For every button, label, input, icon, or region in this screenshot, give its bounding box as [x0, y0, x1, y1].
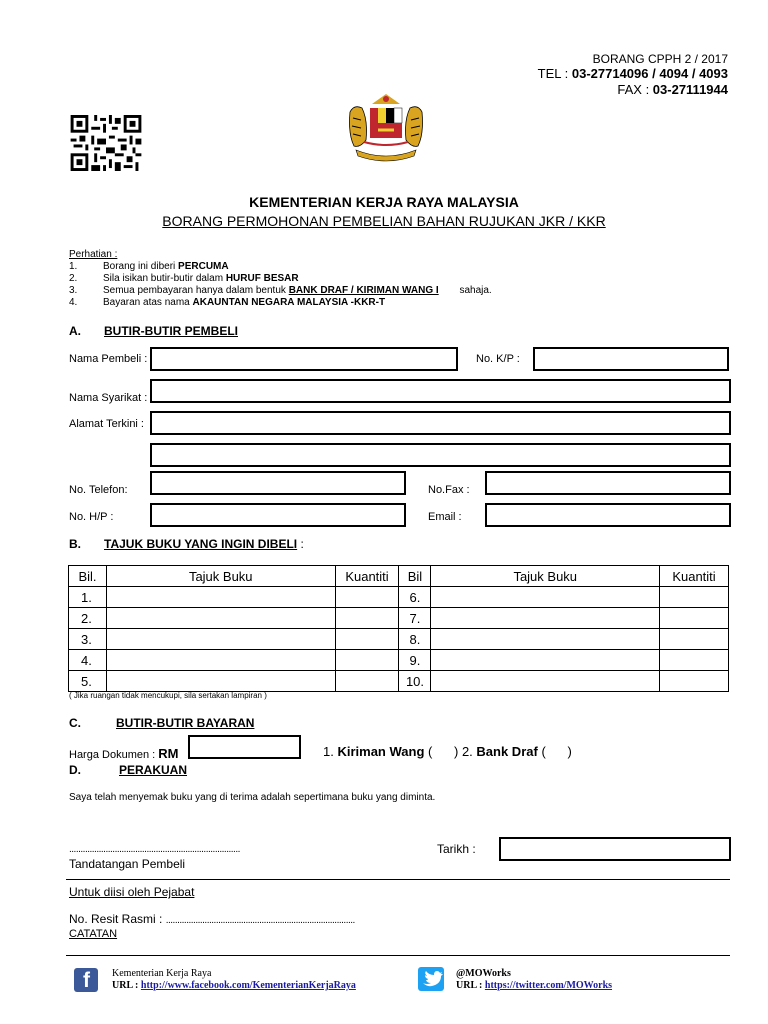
col-header-bil: Bil. [69, 566, 107, 587]
section-c-letter: C. [69, 716, 81, 730]
section-d-letter: D. [69, 763, 81, 777]
twitter-url-label: URL : [456, 980, 485, 991]
signature-label: Tandatangan Pembeli [69, 857, 186, 871]
facebook-url-label: URL : [112, 980, 141, 991]
qr-code-icon [70, 115, 142, 171]
col-header-tajuk-2: Tajuk Buku [431, 566, 660, 587]
alamat-field-line1[interactable] [150, 411, 731, 435]
signature-dots: ........................................................................... [69, 844, 240, 855]
kuantiti-cell[interactable] [660, 587, 729, 608]
notice-num: 4. [69, 297, 78, 308]
fax-label: FAX : [617, 82, 653, 97]
notice-item [69, 297, 386, 309]
rm-label: RM [158, 746, 179, 761]
table-row [69, 650, 729, 671]
ministry-title: KEMENTERIAN KERJA RAYA MALAYSIA [249, 194, 519, 210]
tajuk-cell[interactable] [431, 608, 660, 629]
tel-label: TEL : [537, 66, 572, 81]
table-row [69, 629, 729, 650]
row-num: 8. [399, 629, 431, 650]
table-row [69, 587, 729, 608]
hp-field[interactable] [150, 503, 406, 527]
resit-dots: ................................................................................... [165, 915, 355, 926]
fax-field[interactable] [485, 471, 731, 495]
option-2-paren: ( ) [537, 744, 572, 759]
notice-text: Borang ini diberi [103, 261, 179, 272]
notice-item [69, 273, 299, 285]
section-b-colon: : [300, 537, 304, 551]
tel-line [538, 66, 728, 81]
email-label: Email : [428, 511, 462, 523]
section-c-title: BUTIR-BUTIR BAYARAN [116, 716, 255, 730]
catatan-label: CATATAN [69, 928, 118, 940]
notice-item [69, 285, 492, 297]
resit-label: No. Resit Rasmi : [69, 912, 163, 926]
row-num: 3. [69, 629, 107, 650]
malaysia-coat-of-arms-icon [336, 90, 436, 166]
tajuk-cell[interactable] [106, 608, 335, 629]
resit-line [69, 912, 355, 926]
notice-text: Semua pembayaran hanya dalam bentuk [103, 285, 289, 296]
payment-options [323, 744, 572, 759]
telefon-label: No. Telefon: [69, 484, 128, 496]
kiriman-wang-option[interactable]: Kiriman Wang [337, 744, 425, 759]
row-num: 4. [69, 650, 107, 671]
section-b-letter: B. [69, 537, 81, 551]
tajuk-cell[interactable] [431, 629, 660, 650]
alamat-label: Alamat Terkini : [69, 418, 144, 430]
nama-syarikat-label: Nama Syarikat : [69, 392, 148, 404]
tajuk-cell[interactable] [431, 671, 660, 692]
option-1-paren: ( ) 2. [424, 744, 477, 759]
fax-field-label: No.Fax : [428, 484, 470, 496]
col-header-kuantiti: Kuantiti [335, 566, 399, 587]
col-header-tajuk: Tajuk Buku [106, 566, 335, 587]
facebook-url-line [112, 980, 356, 991]
notice-bold: HURUF BESAR [225, 273, 299, 284]
section-a-title: BUTIR-BUTIR PEMBELI [104, 324, 238, 338]
notice-num: 1. [69, 261, 78, 272]
tarikh-label: Tarikh : [437, 842, 476, 856]
divider [66, 879, 730, 880]
books-table [68, 565, 729, 692]
row-num: 5. [69, 671, 107, 692]
notice-text: Sila isikan butir-butir dalam [103, 273, 226, 284]
office-use-title: Untuk diisi oleh Pejabat [69, 885, 195, 899]
twitter-icon[interactable] [418, 967, 444, 991]
nama-syarikat-field[interactable] [150, 379, 731, 403]
facebook-name: Kementerian Kerja Raya [112, 968, 212, 979]
bank-draf-option[interactable]: Bank Draf [476, 744, 538, 759]
notice-tail: sahaja. [459, 285, 492, 296]
notice-text: Bayaran atas nama [103, 297, 193, 308]
row-num: 1. [69, 587, 107, 608]
telefon-field[interactable] [150, 471, 406, 495]
nama-pembeli-field[interactable] [150, 347, 458, 371]
kuantiti-cell[interactable] [335, 608, 399, 629]
row-num: 9. [399, 650, 431, 671]
kuantiti-cell[interactable] [660, 671, 729, 692]
option-1-num: 1. [323, 744, 338, 759]
alamat-field-line2[interactable] [150, 443, 731, 467]
no-kp-field[interactable] [533, 347, 729, 371]
section-b-heading [104, 537, 304, 551]
kuantiti-cell[interactable] [660, 629, 729, 650]
harga-dokumen-label [69, 746, 179, 761]
tarikh-field[interactable] [499, 837, 731, 861]
twitter-handle: @MOWorks [456, 968, 511, 979]
table-row [69, 608, 729, 629]
perakuan-statement: Saya telah menyemak buku yang di terima adalah sepertimana buku yang diminta. [69, 792, 436, 803]
tajuk-cell[interactable] [106, 629, 335, 650]
fax-value: 03-27111944 [652, 82, 728, 97]
email-field[interactable] [485, 503, 731, 527]
notice-num: 2. [69, 273, 78, 284]
table-header-row [69, 566, 729, 587]
col-header-bil-2: Bil [399, 566, 431, 587]
table-row [69, 671, 729, 692]
row-num: 10. [399, 671, 431, 692]
form-title: BORANG PERMOHONAN PEMBELIAN BAHAN RUJUKAN JKR / KKR [162, 213, 606, 229]
harga-dokumen-field[interactable] [188, 735, 301, 759]
row-num: 7. [399, 608, 431, 629]
notice-bold: BANK DRAF / KIRIMAN WANG I [288, 285, 439, 296]
tajuk-cell[interactable] [106, 671, 335, 692]
notice-bold: PERCUMA [178, 261, 229, 272]
notice-heading: Perhatian : [69, 249, 118, 260]
form-code: BORANG CPPH 2 / 2017 [592, 52, 728, 66]
kuantiti-cell[interactable] [660, 608, 729, 629]
kuantiti-cell[interactable] [335, 629, 399, 650]
hp-label: No. H/P : [69, 511, 114, 523]
harga-label: Harga Dokumen : [69, 749, 156, 761]
table-note: ( Jika ruangan tidak mencukupi, sila sertakan lampiran ) [69, 691, 267, 700]
kuantiti-cell[interactable] [335, 671, 399, 692]
notice-item [69, 261, 229, 273]
tajuk-cell[interactable] [431, 650, 660, 671]
tajuk-cell[interactable] [431, 587, 660, 608]
nama-pembeli-label: Nama Pembeli : [69, 353, 148, 365]
no-kp-label: No. K/P : [476, 353, 520, 365]
section-b-title: TAJUK BUKU YANG INGIN DIBELI [104, 537, 298, 551]
facebook-link[interactable]: http://www.facebook.com/KementerianKerjaRaya [140, 980, 356, 991]
facebook-icon[interactable]: f [74, 968, 98, 992]
notice-num: 3. [69, 285, 78, 296]
row-num: 2. [69, 608, 107, 629]
col-header-kuantiti-2: Kuantiti [660, 566, 729, 587]
twitter-url-line [456, 980, 612, 991]
tajuk-cell[interactable] [106, 587, 335, 608]
notice-bold: AKAUNTAN NEGARA MALAYSIA -KKR-T [192, 297, 386, 308]
row-num: 6. [399, 587, 431, 608]
tajuk-cell[interactable] [106, 650, 335, 671]
fax-line [617, 82, 728, 97]
section-d-title: PERAKUAN [119, 763, 188, 777]
notice-list [69, 261, 492, 309]
kuantiti-cell[interactable] [335, 650, 399, 671]
kuantiti-cell[interactable] [660, 650, 729, 671]
section-a-letter: A. [69, 324, 81, 338]
kuantiti-cell[interactable] [335, 587, 399, 608]
twitter-link[interactable]: https://twitter.com/MOWorks [484, 980, 613, 991]
divider [66, 955, 730, 956]
tel-value: 03-27714096 / 4094 / 4093 [571, 66, 728, 81]
